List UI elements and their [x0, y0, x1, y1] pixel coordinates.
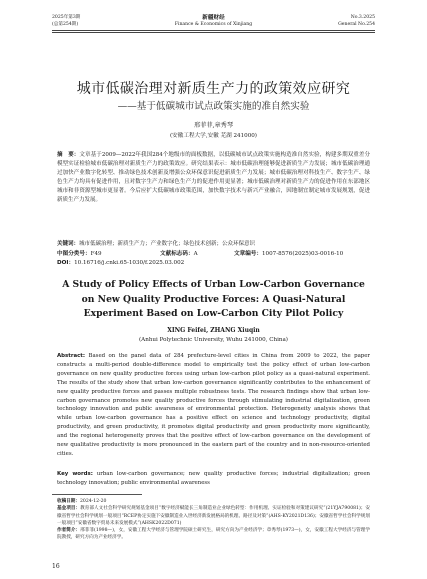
doc-value: A — [193, 251, 198, 257]
clc-code — [57, 250, 102, 258]
cn-keywords-text: 城市低碳治理；新质生产力；产业数字化；绿色技术创新；公众环保意识 — [79, 241, 256, 247]
header-rule-thin — [52, 32, 375, 33]
fund-label: 基金项目： — [57, 506, 81, 512]
article-value: 1007-8576(2025)03-0016-10 — [261, 251, 344, 257]
cn-affiliation: (安徽工程大学,安徽 芜湖 241000) — [170, 133, 257, 139]
author-bio-value: 邢菲菲(1998—)，女，安徽工程大学经济与管理学院硕士研究生，研究方向为产业经济学；章秀琴(1973—)，女，安徽工程大学经济与管理学院教授，研究方向为产业经济学。 — [57, 528, 370, 541]
cn-abstract-label: 摘 要： — [57, 152, 80, 158]
issue-info-en — [338, 15, 375, 28]
received-value: 2024-12-20 — [79, 499, 107, 504]
en-keywords-label: Key words: — [57, 471, 93, 477]
en-abstract-text: Based on the panel data of 284 prefecture-level cities in China from 2009 to 2022, the paper constructs a multi-period double-difference model to empirically test the policy effect of urban low-carbon governance on new quality productive forces using urban low-carbon pilot policy as a quasi-natural experiment. The results of the study show that urban low-carbon governance significantly contributes to the enhancement of new quality productive forces and passes multiple robustness tests. The research findings show that urban low-carbon governance promotes new quality productive forces through stimulating industrial digitalization, green technology innovation and public awareness of environmental protection. Heterogeneity analysis shows that while urban low-carbon governance has a positive effect on science and technology productivity, digital productivity, and green productivity, it promotes digital productivity and green productivity more significantly, and the regional heterogeneity proves that the positive effect of low-carbon governance on the development of new qualitative productivity is more pronounced in the eastern part of the country and in non-resource-oriented cities. — [57, 353, 370, 457]
fund-info — [57, 505, 370, 527]
clc-label: 中图分类号： — [57, 251, 91, 257]
doi-label: DOI： — [57, 260, 75, 266]
en-affiliation: (Anhui Polytechnic University, Wuhu 241000, China) — [139, 337, 288, 343]
en-keywords-text: urban low-carbon governance; new quality productive forces; industrial digitalization; green technology innovation; public environmental awareness — [57, 471, 371, 486]
en-abstract — [57, 352, 370, 459]
cn-subtitle: ——基于低碳城市试点政策实施的准自然实验 — [117, 101, 310, 112]
en-authors: XING Feifei, ZHANG Xiuqin — [167, 327, 260, 334]
author-bio-label: 作者简介： — [57, 528, 81, 534]
issue-number-en: No.3.2025 — [350, 15, 375, 20]
article-label: 文章编号： — [234, 251, 262, 257]
en-keywords — [57, 470, 370, 488]
header-rule — [52, 30, 375, 31]
article-code — [234, 250, 343, 258]
journal-name — [52, 15, 375, 28]
cn-keywords-label: 关键词： — [57, 241, 80, 247]
journal-name-en: Finance & Economics of Xinjiang — [174, 21, 253, 27]
issue-total: (总第254期) — [52, 21, 79, 27]
issue-total-en: General No.254 — [338, 21, 375, 27]
fund-value: 教育部人文社会科学研究规划基金项目“数字经济赋能长三角制造业企业绿色转型：作用机理、实证检验和对策建议研究”(21YJA790081)；安徽省哲学社会科学规划一般项目“RCEP协定实施下安徽制造业入世经济新发展格局的机理、路径及对策”(AHS-KY2021D136)；安徽省哲学社会科学规划一般项目“安徽省数字贸易未来发展模式”(AHSK2022D071) — [57, 506, 370, 526]
journal-name-cn: 新疆财经 — [202, 15, 225, 21]
clc-value: F49 — [90, 251, 102, 257]
received-date — [57, 498, 370, 505]
cn-abstract — [57, 151, 370, 205]
footnote-rule — [52, 494, 142, 495]
doc-code — [160, 250, 198, 258]
cn-authors: 邢菲菲,章秀琴 — [193, 122, 234, 129]
issue-number: 2025年第3期 — [52, 15, 81, 20]
author-bio — [57, 527, 370, 542]
footnotes — [57, 498, 370, 542]
doi-value: 10.16716/j.cnki.65-1030/f.2025.03.002 — [74, 260, 185, 266]
cn-abstract-text: 文章基于2009—2022年我国284个地级市的面板数据，以低碳城市试点政策实施构造准自然实验，构建多期双重差分模型实证检验城市低碳治理对新质生产力的政策效应。研究结果表示：城市低碳治理能够促进新质生产力发展；城市低碳治理通过加快产业数字化转型、推动绿色技术创新及增强公众环保意识促进新质生产力发展；城市低碳治理对科技生产、数字生产、绿色生产力均具有促进作用，且对数字生产力和绿色生产力的促进作用更显著；城市低碳治理对新质生产力的促进作用在东部地区城市和非资源型城市更显著。今后应扩大低碳城市政策范围，加快数字技术与新兴产业融合，因地制宜制定城市发展规划，促进新质生产力发展。 — [57, 152, 370, 203]
en-abstract-label: Abstract: — [57, 353, 86, 359]
en-title: A Study of Policy Effects of Urban Low-Carbon Governance on New Quality Productive Forces: A Quasi-Natural Experiment Based on Low-Carbon City Pilot Policy — [62, 279, 365, 319]
cn-title: 城市低碳治理对新质生产力的政策效应研究 — [76, 81, 351, 97]
running-header — [52, 15, 375, 39]
page-number: 16 — [52, 563, 60, 570]
doc-label: 文献标志码： — [160, 251, 194, 257]
cn-keywords — [57, 240, 370, 249]
received-label: 收稿日期： — [57, 499, 80, 504]
doi — [57, 259, 184, 267]
